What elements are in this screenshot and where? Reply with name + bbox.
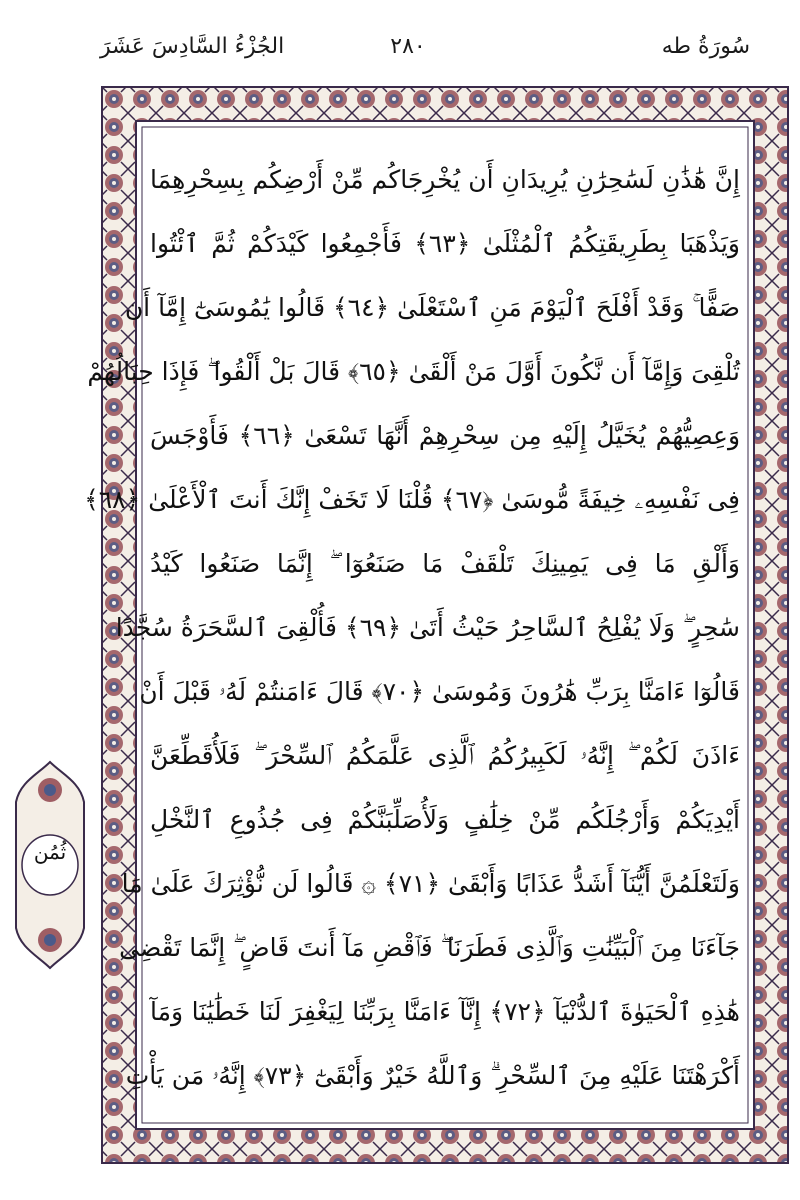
text-line: ءَاذَنَ لَكُمْ ۖ إِنَّهُۥ لَكَبِيرُكُمُ ٱلَّذِى عَلَّمَكُمُ ٱلسِّحْرَ ۖ فَلَأُقَطِّعَنَّ xyxy=(150,741,740,770)
text-line: وَعِصِيُّهُمْ يُخَيَّلُ إِلَيْهِ مِن سِحْرِهِمْ أَنَّهَا تَسْعَىٰ ﴿٦٦﴾ فَأَوْجَسَ xyxy=(150,421,741,450)
quran-text-area xyxy=(84,150,741,1110)
hizb-marker-ornament xyxy=(10,760,90,970)
text-line: فِى نَفْسِهِۦ خِيفَةً مُّوسَىٰ ﴿٦٧﴾ قُلْنَا لَا تَخَفْ إِنَّكَ أَنتَ ٱلْأَعْلَىٰ ﴿٦٨﴾ xyxy=(84,485,740,514)
text-line: جَآءَنَا مِنَ ٱلْبَيِّنَٰتِ وَٱلَّذِى فَطَرَنَا ۖ فَٱقْضِ مَآ أَنتَ قَاضٍ ۖ إِنَّمَا تَقْضِى xyxy=(119,933,740,962)
text-line: هَٰذِهِ ٱلْحَيَوٰةَ ٱلدُّنْيَآ ﴿٧٢﴾ إِنَّآ ءَامَنَّا بِرَبِّنَا لِيَغْفِرَ لَنَا خَطَٰيَٰنَا وَمَآ xyxy=(150,997,740,1026)
text-line: أَيْدِيَكُمْ وَأَرْجُلَكُم مِّنْ خِلَٰفٍ وَلَأُصَلِّبَنَّكُمْ فِى جُذُوعِ ٱلنَّخْلِ xyxy=(150,805,740,834)
text-line: أَكْرَهْتَنَا عَلَيْهِ مِنَ ٱلسِّحْرِ ۗ وَٱللَّهُ خَيْرٌ وَأَبْقَىٰٓ ﴿٧٣﴾ إِنَّهُۥ مَن يَأْتِ xyxy=(125,1061,740,1090)
text-line: سَٰحِرٍ ۖ وَلَا يُفْلِحُ ٱلسَّاحِرُ حَيْثُ أَتَىٰ ﴿٦٩﴾ فَأُلْقِىَ ٱلسَّحَرَةُ سُجَّدًا xyxy=(115,613,740,642)
surah-title: سُورَةُ طه xyxy=(661,34,750,59)
text-line: قَالُوٓا ءَامَنَّا بِرَبِّ هَٰرُونَ وَمُوسَىٰ ﴿٧٠﴾ قَالَ ءَامَنتُمْ لَهُۥ قَبْلَ أَنْ xyxy=(139,677,740,706)
juz-title: الجُزْءُ السَّادِسَ عَشَرَ xyxy=(100,34,285,59)
text-line: صَفًّا ۚ وَقَدْ أَفْلَحَ ٱلْيَوْمَ مَنِ ٱسْتَعْلَىٰ ﴿٦٤﴾ قَالُوا يَٰمُوسَىٰٓ إِمَّآ أَن xyxy=(124,293,740,322)
text-line: تُلْقِىَ وَإِمَّآ أَن نَّكُونَ أَوَّلَ مَنْ أَلْقَىٰ ﴿٦٥﴾ قَالَ بَلْ أَلْقُوا ۖ فَإِذَا حِبَالُهُمْ xyxy=(87,357,740,386)
text-line: وَأَلْقِ مَا فِى يَمِينِكَ تَلْقَفْ مَا صَنَعُوٓا ۖ إِنَّمَا صَنَعُوا كَيْدُ xyxy=(150,549,740,578)
page-header xyxy=(0,0,800,80)
text-line: إِنَّ هَٰذَٰنِ لَسَٰحِرَٰنِ يُرِيدَانِ أَن يُخْرِجَاكُم مِّنْ أَرْضِكُم بِسِحْرِهِمَا xyxy=(150,165,740,194)
page-number: ٢٨٠ xyxy=(390,34,426,59)
hizb-marker-label: ثُمُن xyxy=(33,840,67,864)
hizb-marker xyxy=(10,760,90,970)
text-line: وَيَذْهَبَا بِطَرِيقَتِكُمُ ٱلْمُثْلَىٰ ﴿٦٣﴾ فَأَجْمِعُوا كَيْدَكُمْ ثُمَّ ٱئْتُوا xyxy=(150,229,740,258)
text-line: وَلَتَعْلَمُنَّ أَيُّنَآ أَشَدُّ عَذَابًا وَأَبْقَىٰ ﴿٧١﴾ ۞ قَالُوا لَن نُّؤْثِرَكَ عَلَىٰ مَا xyxy=(121,869,740,898)
